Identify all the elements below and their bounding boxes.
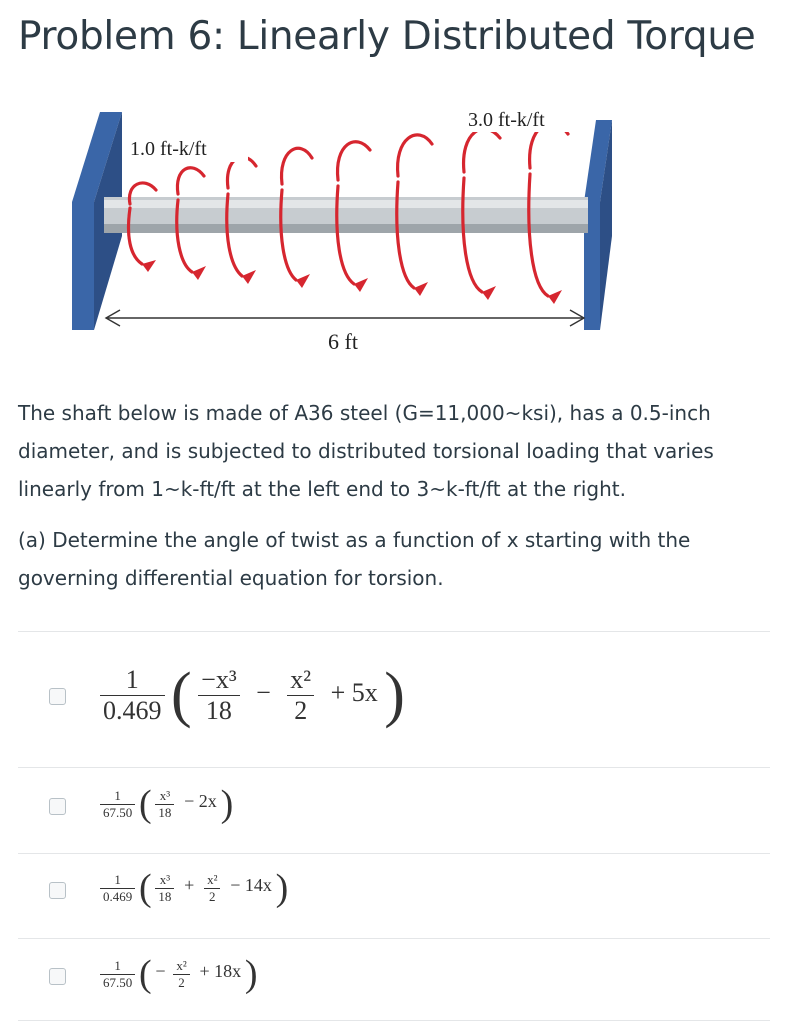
right-load-label: 3.0 ft-k/ft xyxy=(468,109,545,131)
divider xyxy=(18,767,770,768)
page-title: Problem 6: Linearly Distributed Torque xyxy=(18,14,756,59)
part-a-question: (a) Determine the angle of twist as a function of x starting with the governing differential equation for torsion. xyxy=(18,528,691,590)
answer-1-expression: $\frac{1}{0.469}$ ( $\frac{\text{−x³}}{18}$ − $\frac{\text{x²}}{2}$ + 5x ) xyxy=(100,660,405,731)
divider xyxy=(18,1020,770,1021)
torque-arrow-2 xyxy=(177,168,204,194)
answer-1-checkbox[interactable] xyxy=(49,688,66,705)
answer-4-expression: $\frac{1}{67.50}$ ( − $\frac{\text{x²}}{2}$ + 18x ) xyxy=(100,952,258,996)
answer-4-checkbox[interactable] xyxy=(49,968,66,985)
right-wall xyxy=(584,120,612,330)
torque-arrow-4 xyxy=(282,148,312,184)
dimension-line xyxy=(106,310,584,326)
shaft-diagram xyxy=(64,96,624,366)
torque-arrow-7 xyxy=(464,129,500,172)
answer-3-expression: $\frac{1}{0.469}$ ( $\frac{\text{x³}}{18}$ + $\frac{\text{x²}}{2}$ − 14x ) xyxy=(100,866,288,910)
answer-2-checkbox[interactable] xyxy=(49,798,66,815)
torque-arrow-5 xyxy=(338,142,370,180)
length-label: 6 ft xyxy=(328,329,358,354)
divider xyxy=(18,631,770,632)
problem-statement: The shaft below is made of A36 steel (G=11,000~ksi), has a 0.5-inch diameter, and is subjected to distributed torsional loading that varies linearly from 1~k-ft/ft at the left end to 3~k-ft/ft at the right. xyxy=(18,401,714,501)
divider xyxy=(18,853,770,854)
torque-arrow-6 xyxy=(398,135,432,176)
divider xyxy=(18,938,770,939)
answer-3-checkbox[interactable] xyxy=(49,882,66,899)
left-load-label: 1.0 ft-k/ft xyxy=(130,138,207,160)
answer-2-expression: $\frac{1}{67.50}$ ( $\frac{\text{x³}}{18}$ − 2x ) xyxy=(100,782,233,826)
